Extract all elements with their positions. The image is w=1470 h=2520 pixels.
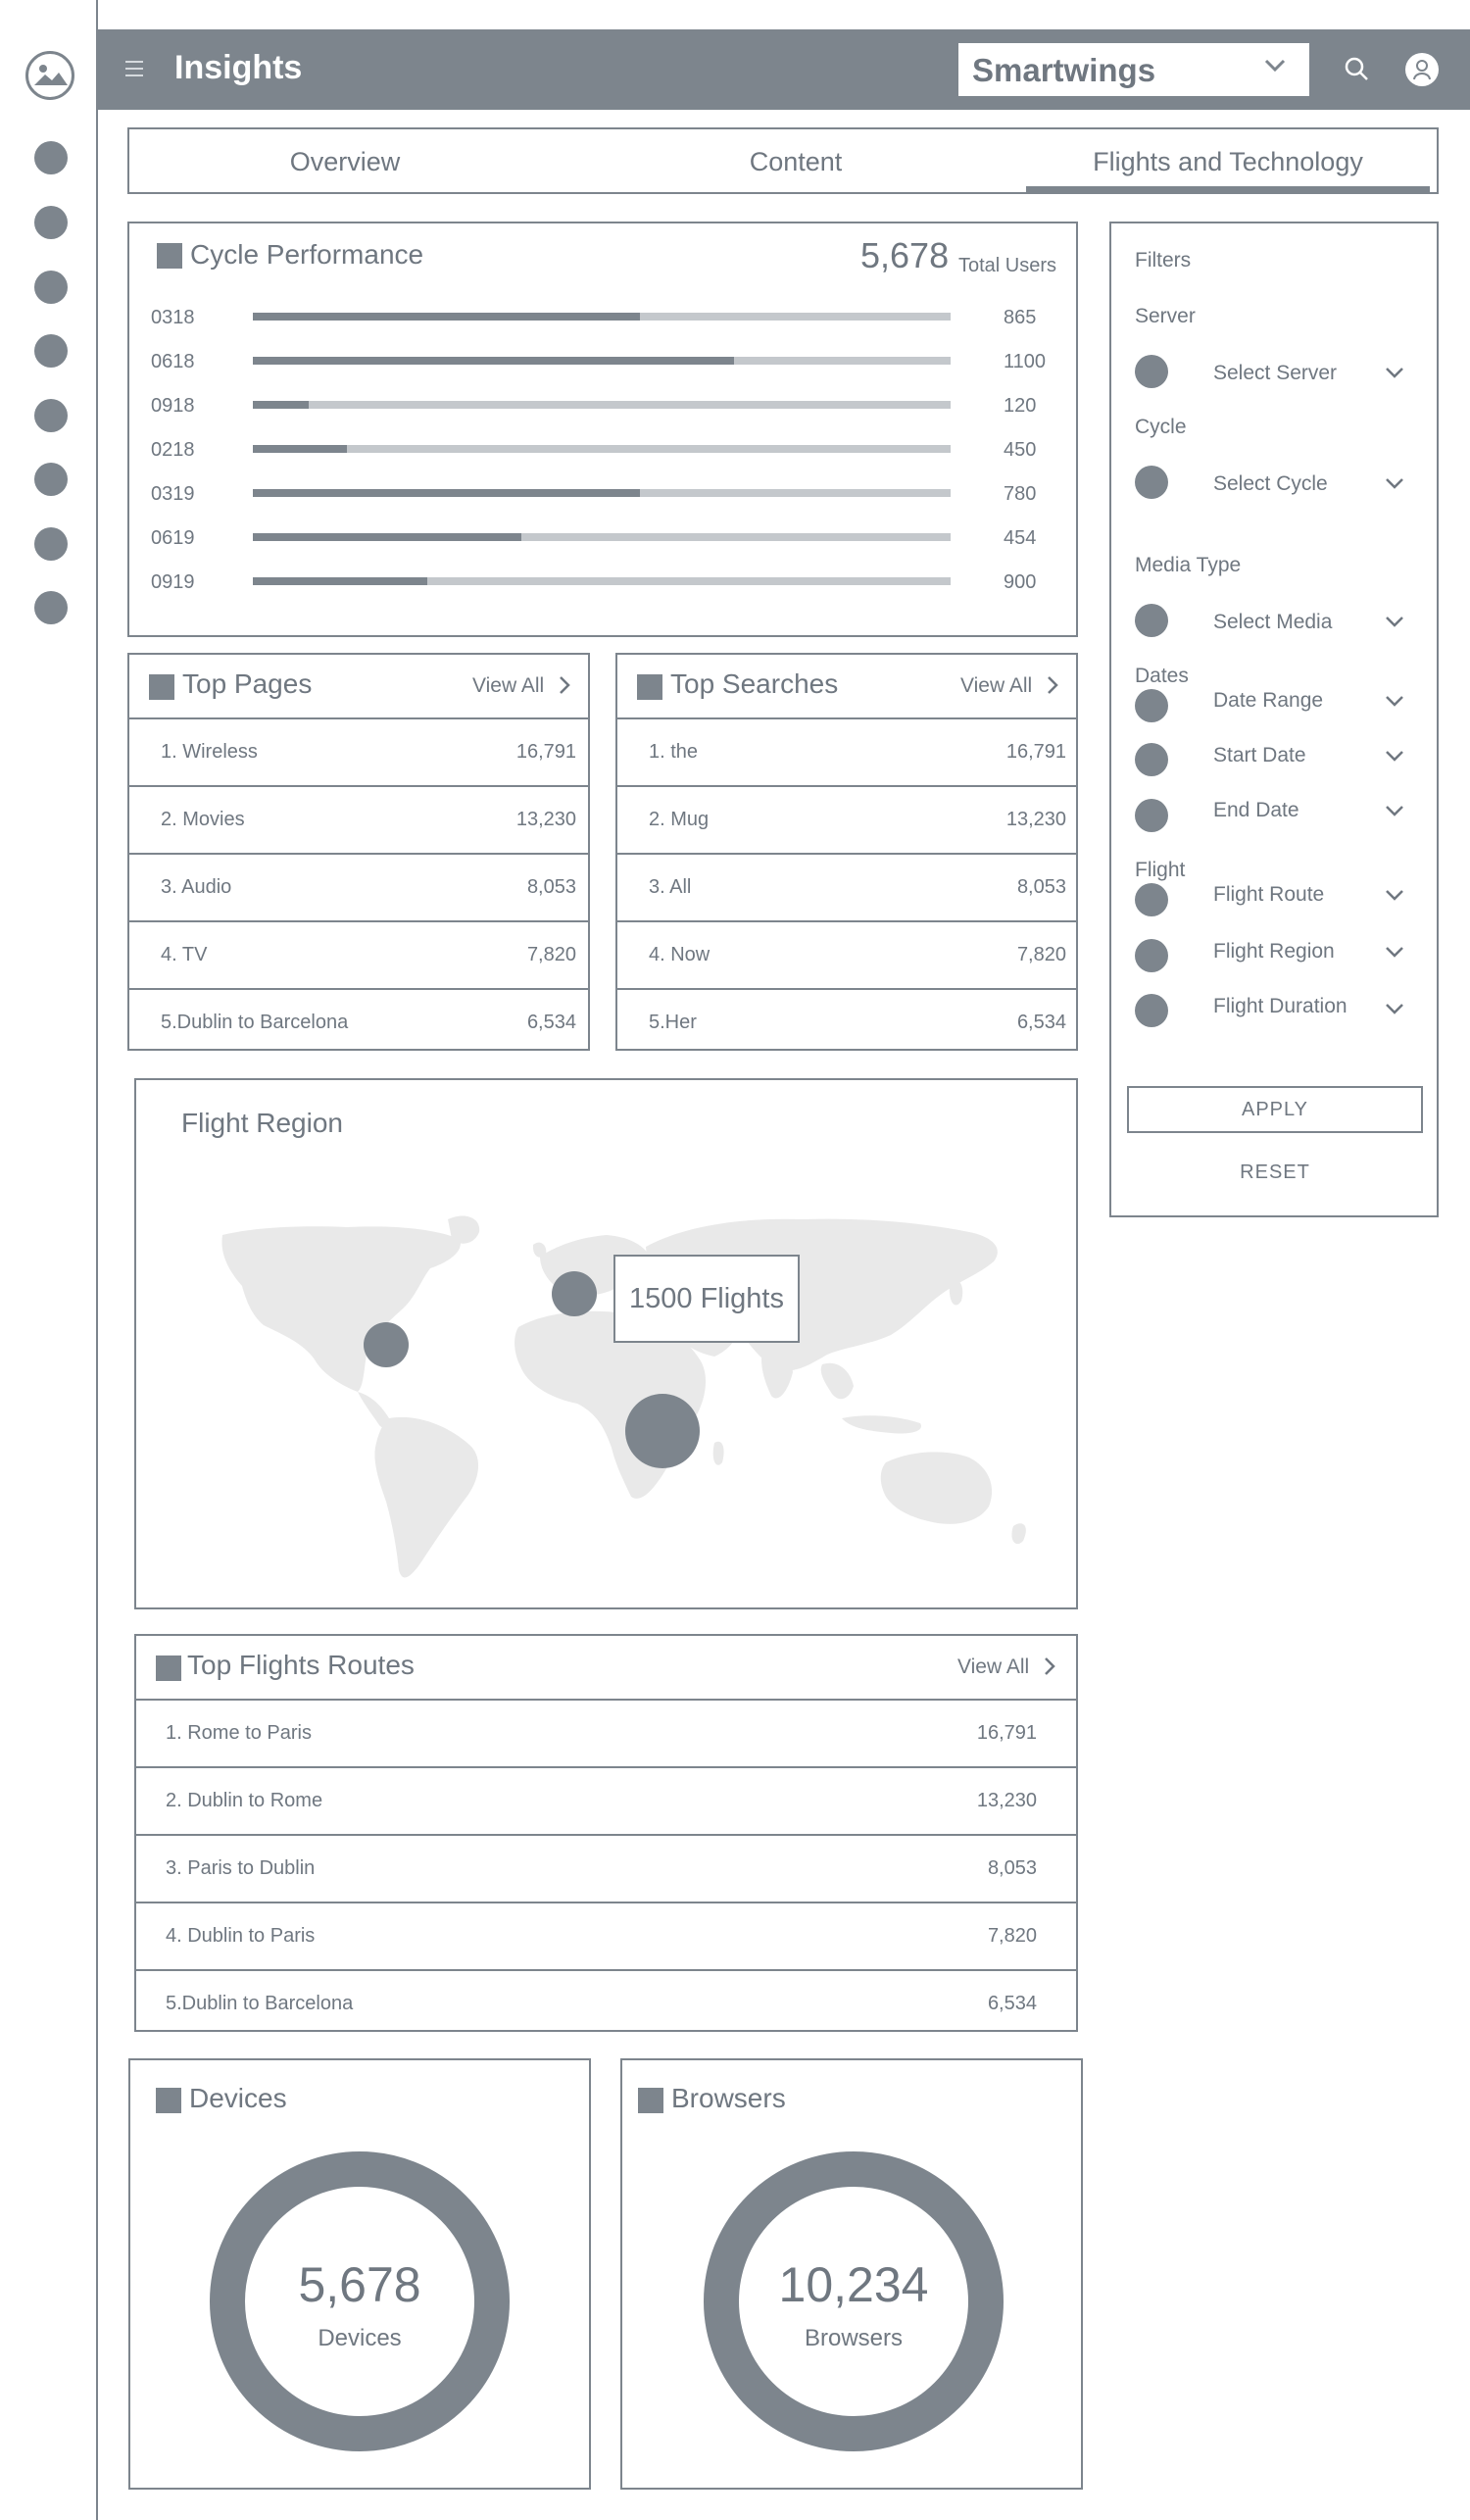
end-date-select[interactable] [1135, 799, 1419, 838]
server-icon [1135, 355, 1168, 388]
cycle-select[interactable] [1135, 466, 1419, 505]
cycle-bar-fill [253, 489, 640, 497]
list-item-value: 13,230 [515, 809, 576, 830]
top-pages-view-all-link[interactable] [472, 674, 571, 698]
cycle-bar-fill [253, 445, 347, 453]
cycle-row-label: 0618 [151, 351, 195, 372]
app-title: Insights [174, 49, 303, 86]
nav-item-1-icon[interactable] [34, 141, 68, 174]
list-item-value: 6,534 [1016, 1012, 1066, 1033]
flight-region-card [134, 1078, 1078, 1609]
devices-value: 5,678 [298, 2257, 421, 2312]
list-item[interactable] [129, 853, 588, 920]
hamburger-menu-icon[interactable] [125, 61, 143, 76]
nav-item-5-icon[interactable] [34, 399, 68, 432]
end-date-icon [1135, 799, 1168, 832]
cycle-bar-fill [253, 533, 521, 541]
list-item-label: 3. All [649, 876, 692, 898]
list-item[interactable] [136, 1902, 1076, 1969]
left-rail [0, 0, 98, 2520]
nav-item-6-icon[interactable] [34, 463, 68, 496]
flight-duration-icon [1135, 994, 1168, 1027]
media-section-label: Media Type [1135, 554, 1242, 576]
cycle-row-value: 454 [1004, 527, 1037, 549]
list-item-label: 5.Dublin to Barcelona [166, 1993, 354, 2014]
user-avatar-icon[interactable] [1405, 53, 1439, 86]
list-item-value: 13,230 [976, 1790, 1037, 1811]
square-icon [149, 674, 174, 700]
list-item-label: 4. Now [649, 944, 710, 965]
nav-item-8-icon[interactable] [34, 591, 68, 624]
total-users-value: 5,678 [860, 235, 950, 275]
nav-item-4-icon[interactable] [34, 334, 68, 368]
top-bar [98, 29, 1470, 110]
list-item-value: 6,534 [987, 1993, 1037, 2014]
chevron-right-icon [1043, 1656, 1056, 1676]
top-searches-title: Top Searches [670, 668, 839, 699]
list-item-label: 3. Audio [161, 876, 232, 898]
flight-region-tooltip: 1500 Flights [613, 1255, 800, 1343]
cycle-row-label: 0318 [151, 307, 195, 328]
list-item-value: 13,230 [1005, 809, 1066, 830]
square-icon [157, 243, 182, 269]
cycle-bar-fill [253, 577, 427, 585]
list-item-value: 8,053 [987, 1857, 1037, 1879]
flight-region-select[interactable] [1135, 939, 1419, 978]
cycle-section-label: Cycle [1135, 416, 1187, 438]
media-select[interactable] [1135, 604, 1419, 643]
reset-button[interactable]: RESET [1240, 1161, 1310, 1183]
list-item[interactable] [136, 1969, 1076, 2037]
list-item[interactable] [136, 1834, 1076, 1902]
flight-marker-africa[interactable] [625, 1394, 700, 1468]
list-item-label: 4. TV [161, 944, 208, 965]
date-range-select[interactable] [1135, 689, 1419, 728]
top-pages-card [127, 653, 590, 1051]
list-item-label: 1. the [649, 741, 699, 763]
square-icon [637, 674, 662, 700]
world-map [136, 1080, 1076, 1607]
list-item-value: 6,534 [526, 1012, 576, 1033]
list-item-label: 1. Wireless [161, 741, 258, 763]
start-date-label: Start Date [1213, 744, 1306, 766]
date-range-label: Date Range [1213, 689, 1324, 712]
list-item-value: 16,791 [515, 741, 576, 763]
chevron-down-icon [1384, 746, 1405, 766]
cycle-bar-fill [253, 401, 309, 409]
chevron-right-icon [1046, 675, 1059, 695]
list-item-label: 3. Paris to Dublin [166, 1857, 316, 1879]
cycle-performance-card [127, 222, 1078, 637]
view-all-label: View All [957, 1655, 1030, 1678]
cycle-bar-track [253, 445, 951, 453]
list-item-value: 7,820 [1016, 944, 1066, 965]
list-item-value: 7,820 [526, 944, 576, 965]
list-item[interactable] [136, 1766, 1076, 1834]
flight-section-label: Flight [1135, 859, 1186, 881]
server-select-label: Select Server [1213, 362, 1338, 384]
image-logo-icon[interactable] [25, 51, 74, 100]
browsers-title: Browsers [671, 2083, 786, 2113]
chevron-down-icon [1384, 363, 1405, 382]
cycle-icon [1135, 466, 1168, 499]
cycle-bar-track [253, 313, 951, 321]
list-item[interactable] [617, 717, 1076, 785]
cycle-row-label: 0218 [151, 439, 195, 461]
top-routes-view-all-link[interactable] [957, 1655, 1056, 1679]
chevron-down-icon [1384, 691, 1405, 711]
list-item-value: 16,791 [976, 1722, 1037, 1744]
media-icon [1135, 604, 1168, 637]
flight-route-label: Flight Route [1213, 883, 1325, 906]
start-date-icon [1135, 743, 1168, 776]
filters-panel [1109, 222, 1439, 1217]
cycle-select-label: Select Cycle [1213, 472, 1328, 495]
cycle-bar-fill [253, 313, 640, 321]
list-item[interactable] [129, 988, 588, 1056]
nav-item-2-icon[interactable] [34, 206, 68, 239]
devices-label: Devices [318, 2325, 402, 2351]
dates-section-label: Dates [1135, 665, 1189, 687]
list-item-value: 7,820 [987, 1925, 1037, 1947]
list-item[interactable] [129, 717, 588, 785]
list-item-label: 5.Her [649, 1012, 697, 1033]
cycle-row-label: 0918 [151, 395, 195, 417]
apply-button[interactable]: APPLY [1127, 1086, 1423, 1133]
list-item-value: 8,053 [1016, 876, 1066, 898]
view-all-label: View All [472, 674, 545, 697]
cycle-bar-track [253, 577, 951, 585]
cycle-row-value: 865 [1004, 307, 1037, 328]
cycle-bar-fill [253, 357, 734, 365]
cycle-row-value: 900 [1004, 571, 1037, 593]
chevron-right-icon [558, 675, 571, 695]
browsers-label: Browsers [804, 2325, 904, 2351]
cycle-row-value: 450 [1004, 439, 1037, 461]
brand-select-value: Smartwings [972, 52, 1156, 88]
square-icon [156, 2088, 181, 2113]
search-icon[interactable] [1343, 55, 1372, 89]
cycle-row-label: 0619 [151, 527, 195, 549]
square-icon [156, 1655, 181, 1681]
list-item[interactable] [136, 1699, 1076, 1766]
chevron-down-icon [1384, 999, 1405, 1018]
end-date-label: End Date [1213, 799, 1299, 821]
flight-region-title: Flight Region [181, 1108, 343, 1138]
active-tab-indicator [1026, 186, 1430, 192]
cycle-row-value: 120 [1004, 395, 1037, 417]
top-routes-card [134, 1634, 1078, 2032]
list-item[interactable] [617, 988, 1076, 1056]
list-item[interactable] [617, 920, 1076, 988]
flight-duration-label: Flight Duration [1213, 995, 1348, 1017]
list-item-label: 1. Rome to Paris [166, 1722, 312, 1744]
server-select[interactable] [1135, 355, 1419, 394]
list-item-label: 5.Dublin to Barcelona [161, 1012, 349, 1033]
tab-overview[interactable]: Overview [289, 147, 401, 176]
chevron-down-icon [1384, 885, 1405, 905]
list-item-label: 2. Movies [161, 809, 245, 830]
top-routes-title: Top Flights Routes [187, 1650, 415, 1680]
media-select-label: Select Media [1213, 611, 1333, 633]
flight-duration-select[interactable] [1135, 994, 1419, 1033]
date-range-icon [1135, 689, 1168, 722]
list-item[interactable] [617, 853, 1076, 920]
top-searches-view-all-link[interactable] [960, 674, 1059, 698]
cycle-row-value: 780 [1004, 483, 1037, 505]
list-item[interactable] [617, 785, 1076, 853]
flight-region-icon [1135, 939, 1168, 972]
flight-route-select[interactable] [1135, 883, 1419, 922]
flight-region-label: Flight Region [1213, 940, 1335, 963]
flight-marker-americas[interactable] [364, 1322, 409, 1367]
nav-item-7-icon[interactable] [34, 527, 68, 561]
list-item-value: 16,791 [1005, 741, 1066, 763]
browsers-value: 10,234 [778, 2257, 929, 2312]
cycle-row-label: 0319 [151, 483, 195, 505]
start-date-select[interactable] [1135, 743, 1419, 782]
cycle-row-label: 0919 [151, 571, 195, 593]
cycle-performance-title: Cycle Performance [190, 239, 424, 270]
cycle-bar-track [253, 489, 951, 497]
tab-flights-and-technology[interactable]: Flights and Technology [1093, 147, 1363, 176]
filters-title: Filters [1135, 249, 1192, 272]
chevron-down-icon [1262, 56, 1288, 80]
list-item-value: 8,053 [526, 876, 576, 898]
square-icon [638, 2088, 663, 2113]
cycle-bar-track [253, 357, 951, 365]
list-item-label: 2. Dublin to Rome [166, 1790, 323, 1811]
top-pages-title: Top Pages [182, 668, 313, 699]
list-item[interactable] [129, 920, 588, 988]
chevron-down-icon [1384, 473, 1405, 493]
tab-content[interactable]: Content [749, 147, 843, 176]
chevron-down-icon [1384, 801, 1405, 820]
cycle-bar-track [253, 533, 951, 541]
list-item-label: 4. Dublin to Paris [166, 1925, 316, 1947]
list-item-label: 2. Mug [649, 809, 710, 830]
cycle-row-value: 1100 [1004, 351, 1047, 372]
server-section-label: Server [1135, 305, 1196, 327]
total-users-label: Total Users [958, 255, 1057, 276]
cycle-bar-track [253, 401, 951, 409]
chevron-down-icon [1384, 942, 1405, 962]
view-all-label: View All [960, 674, 1033, 697]
devices-card [128, 2058, 591, 2490]
list-item[interactable] [129, 785, 588, 853]
chevron-down-icon [1384, 612, 1405, 631]
flight-marker-europe[interactable] [552, 1271, 597, 1316]
top-searches-card [615, 653, 1078, 1051]
browsers-card [620, 2058, 1083, 2490]
nav-item-3-icon[interactable] [34, 271, 68, 304]
devices-title: Devices [189, 2083, 287, 2113]
brand-select[interactable] [958, 43, 1309, 96]
flight-route-icon [1135, 883, 1168, 916]
tab-bar [127, 127, 1439, 194]
